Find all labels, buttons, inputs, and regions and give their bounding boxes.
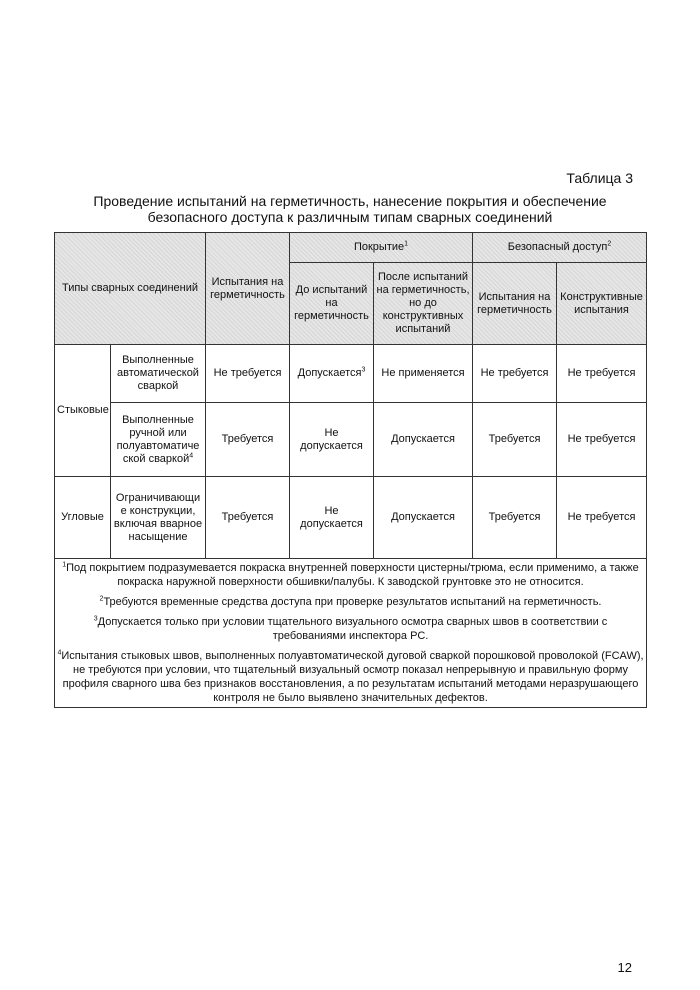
table-title-line1: Проведение испытаний на герметичность, нанесение покрытия и обеспечение: [93, 193, 607, 209]
cell-before-leak: Допускается$^3$: [290, 345, 374, 403]
cell-before-leak: Не допускается: [290, 477, 374, 559]
header-after-leak-test: После испытаний на герметичность, но до конструктивных испытаний: [374, 263, 473, 345]
header-before-leak-test: До испытаний на герметичность: [290, 263, 374, 345]
footnote: $^2$Требуются временные средства доступа при проверке результатов испытаний на герметичность.: [99, 595, 602, 608]
page-number: 12: [617, 960, 632, 975]
subtype-auto-weld: Выполненные автоматической сваркой: [111, 345, 206, 403]
cell-access-structural: Не требуется: [557, 403, 647, 477]
footnote: $^1$Под покрытием подразумевается покраска внутренней поверхности цистерны/трюма, если применимо, а также покраска наружной поверхности обшивки/палубы. К заводской грунтовке это не относится.: [62, 561, 639, 588]
row-label-fillet: Угловые: [55, 477, 111, 559]
table-number: Таблица 3: [566, 170, 633, 186]
cell-after-leak: Не применяется: [374, 345, 473, 403]
footnote: $^4$Испытания стыковых швов, выполненных полуавтоматической дуговой сваркой порошковой проволокой (FCAW), не требуются при условии, что тщательный визуальный осмотр показал непрерывную и правильную форму профиля сварного шва без признаков восстановления, а по результатам испытаний методами неразрушающего контроля не было выявлено значительных дефектов.: [57, 649, 644, 704]
cell-access-structural: Не требуется: [557, 477, 647, 559]
cell-access-structural: Не требуется: [557, 345, 647, 403]
cell-leak-test: Не требуется: [206, 345, 290, 403]
cell-access-leak: Требуется: [473, 477, 557, 559]
cell-after-leak: Допускается: [374, 477, 473, 559]
header-leak-test: Испытания на герметичность: [206, 233, 290, 345]
row-label-butt: Стыковые: [55, 345, 111, 477]
header-weld-types: Типы сварных соединений: [55, 233, 206, 345]
header-coating: Покрытие$^1$: [290, 233, 473, 263]
cell-access-leak: Требуется: [473, 403, 557, 477]
cell-leak-test: Требуется: [206, 477, 290, 559]
cell-access-leak: Не требуется: [473, 345, 557, 403]
cell-before-leak: Не допускается: [290, 403, 374, 477]
header-access-structural-test: Конструктивные испытания: [557, 263, 647, 345]
subtype-boundary-structures: Ограничивающи е конструкции, включая вварное насыщение: [111, 477, 206, 559]
cell-leak-test: Требуется: [206, 403, 290, 477]
header-access-leak-test: Испытания на герметичность: [473, 263, 557, 345]
table-title: [60, 193, 640, 225]
table-title-line2: безопасного доступа к различным типам сварных соединений: [147, 209, 553, 225]
footnotes: [55, 559, 647, 708]
footnote: $^3$Допускается только при условии тщательного визуального осмотра сварных швов в соответствии с требованиями инспектора РС.: [93, 615, 608, 642]
weld-testing-table: [54, 232, 647, 708]
header-safe-access: Безопасный доступ$^2$: [473, 233, 647, 263]
cell-after-leak: Допускается: [374, 403, 473, 477]
subtype-manual-weld: Выполненные ручной или полуавтоматиче ской сваркой$^4$: [111, 403, 206, 477]
